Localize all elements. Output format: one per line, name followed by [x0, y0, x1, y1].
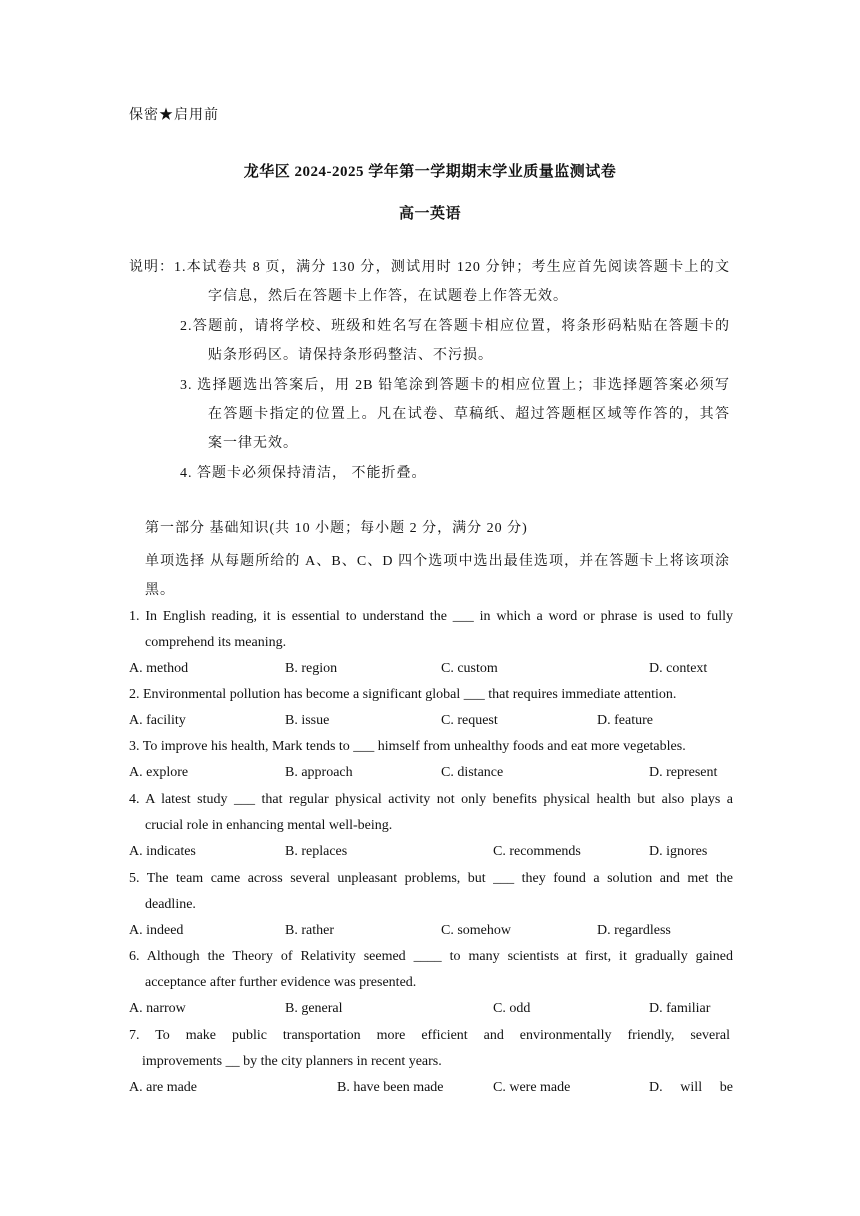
- question-6-option-d: D. familiar: [649, 1001, 711, 1016]
- question-6-option-b: B. general: [285, 1001, 343, 1016]
- confidential-mark: 保密★启用前: [129, 108, 219, 123]
- instruction-2-line1: 2.答题前，请将学校、班级和姓名写在答题卡相应位置，将条形码粘贴在答题卡的: [180, 319, 730, 334]
- question-1-option-c: C. custom: [441, 661, 498, 676]
- exam-title: 龙华区 2024-2025 学年第一学期期末学业质量监测试卷: [243, 164, 617, 180]
- question-7-option-b: B. have been made: [337, 1080, 444, 1095]
- question-1-option-b: B. region: [285, 661, 338, 676]
- question-1-option-d: D. context: [649, 661, 708, 676]
- question-6-option-a: A. narrow: [129, 1001, 186, 1016]
- question-2-stem-line1: 2. Environmental pollution has become a significant global ___ that requires immediate attention.: [129, 687, 677, 702]
- instruction-1-line2: 字信息，然后在答题卡上作答，在试题卷上作答无效。: [208, 289, 568, 304]
- question-6-option-c: C. odd: [493, 1001, 531, 1016]
- question-5-stem-line1: 5. The team came across several unpleasant problems, but ___ they found a solution and met the: [129, 871, 733, 886]
- question-7-option-c: C. were made: [493, 1080, 571, 1095]
- question-5-option-c: C. somehow: [441, 923, 511, 938]
- question-5-stem-line2: deadline.: [145, 897, 196, 912]
- question-7-stem-line1: 7. To make public transportation more efficient and environmentally friendly, several: [129, 1028, 730, 1043]
- instruction-3-line1: 3. 选择题选出答案后，用 2B 铅笔涂到答题卡的相应位置上；非选择题答案必须写: [180, 378, 730, 393]
- question-4-option-b: B. replaces: [285, 844, 348, 859]
- question-1-option-a: A. method: [129, 661, 189, 676]
- question-3-option-d: D. represent: [649, 765, 718, 780]
- question-4-stem-line1: 4. A latest study ___ that regular physical activity not only benefits physical health but also plays a: [129, 792, 733, 807]
- question-2-option-d: D. feature: [597, 713, 653, 728]
- question-4-option-a: A. indicates: [129, 844, 196, 859]
- instruction-2-line2: 贴条形码区。请保持条形码整洁、不污损。: [208, 348, 493, 363]
- question-4-stem-line2: crucial role in enhancing mental well-being.: [145, 818, 393, 833]
- question-3-option-c: C. distance: [441, 765, 504, 780]
- question-4-option-d: D. ignores: [649, 844, 708, 859]
- section-heading: 第一部分 基础知识(共 10 小题；每小题 2 分，满分 20 分): [145, 521, 528, 536]
- instruction-3-line2: 在答题卡指定的位置上。凡在试卷、草稿纸、超过答题框区域等作答的，其答: [208, 407, 730, 422]
- instructions-lead: 说明：: [129, 260, 174, 275]
- question-5-option-b: B. rather: [285, 923, 334, 938]
- question-1-stem-line2: comprehend its meaning.: [145, 635, 287, 650]
- question-3-stem-line1: 3. To improve his health, Mark tends to ___ himself from unhealthy foods and eat more vegetables.: [129, 739, 686, 754]
- question-2-option-a: A. facility: [129, 713, 186, 728]
- exam-subtitle: 高一英语: [398, 206, 461, 222]
- question-2-option-b: B. issue: [285, 713, 330, 728]
- question-3-option-b: B. approach: [285, 765, 353, 780]
- question-7-stem-line2: improvements __ by the city planners in recent years.: [142, 1054, 442, 1069]
- question-5-option-d: D. regardless: [597, 923, 671, 938]
- instruction-4-line1: 4. 答题卡必须保持清洁， 不能折叠。: [180, 466, 427, 481]
- question-2-option-c: C. request: [441, 713, 498, 728]
- question-3-option-a: A. explore: [129, 765, 189, 780]
- question-7-option-a: A. are made: [129, 1080, 198, 1095]
- instruction-1-line1: 1.本试卷共 8 页，满分 130 分，测试用时 120 分钟；考生应首先阅读答题卡上的文: [174, 260, 730, 275]
- question-5-option-a: A. indeed: [129, 923, 184, 938]
- question-1-stem-line1: 1. In English reading, it is essential to understand the ___ in which a word or phrase is used to fully: [129, 609, 733, 624]
- question-4-option-c: C. recommends: [493, 844, 581, 859]
- section-direction-line1: 单项选择 从每题所给的 A、B、C、D 四个选项中选出最佳选项，并在答题卡上将该项涂: [145, 554, 730, 569]
- question-6-stem-line1: 6. Although the Theory of Relativity seemed ____ to many scientists at first, it gradually gained: [129, 949, 733, 964]
- section-direction-line2: 黑。: [145, 583, 175, 598]
- question-7-option-d: D. will be: [649, 1080, 733, 1095]
- question-6-stem-line2: acceptance after further evidence was presented.: [145, 975, 417, 990]
- instruction-3-line3: 案一律无效。: [208, 436, 298, 451]
